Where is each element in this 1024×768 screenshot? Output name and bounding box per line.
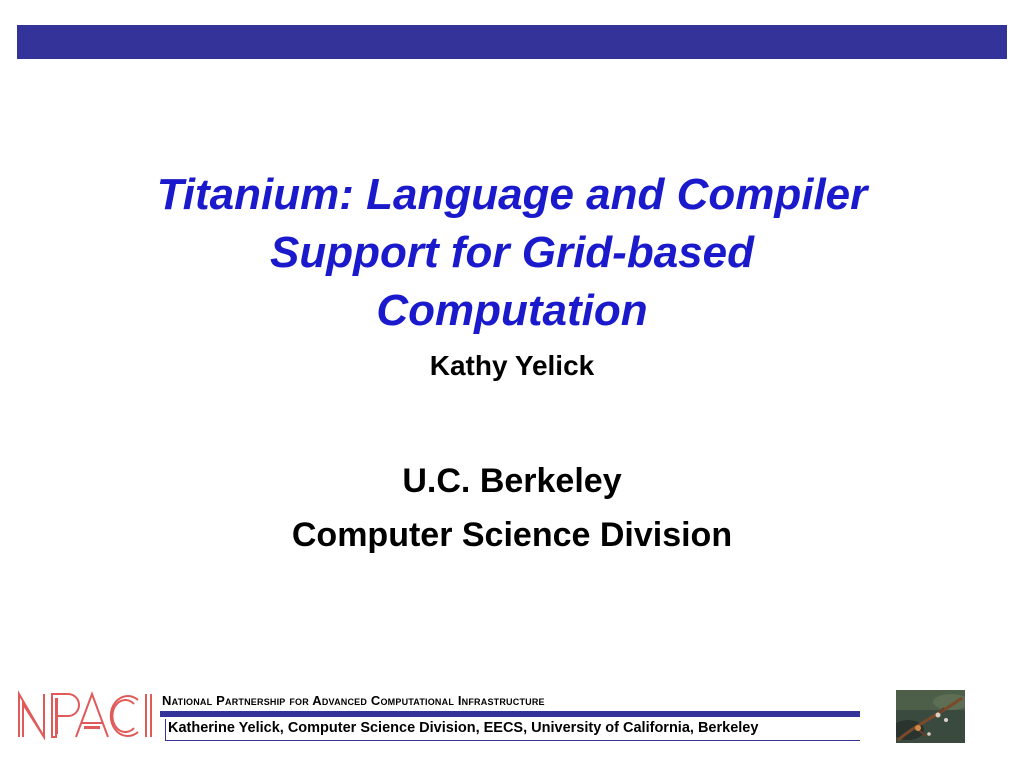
slide-title: Titanium: Language and Compiler Support for Grid-based Computation — [156, 170, 868, 335]
footer-rule — [160, 711, 860, 717]
top-banner-bar — [17, 25, 1007, 59]
npaci-logo-icon — [16, 690, 156, 740]
affiliation-university: U.C. Berkeley — [402, 462, 622, 500]
footer-credit: Katherine Yelick, Computer Science Division, EECS, University of California, Berkeley — [165, 719, 860, 741]
author-name: Kathy Yelick — [429, 350, 595, 381]
footer-organization: National Partnership for Advanced Computational Infrastructure — [162, 693, 545, 708]
affiliation-division: Computer Science Division — [291, 516, 733, 554]
nature-photo-icon — [896, 690, 965, 743]
